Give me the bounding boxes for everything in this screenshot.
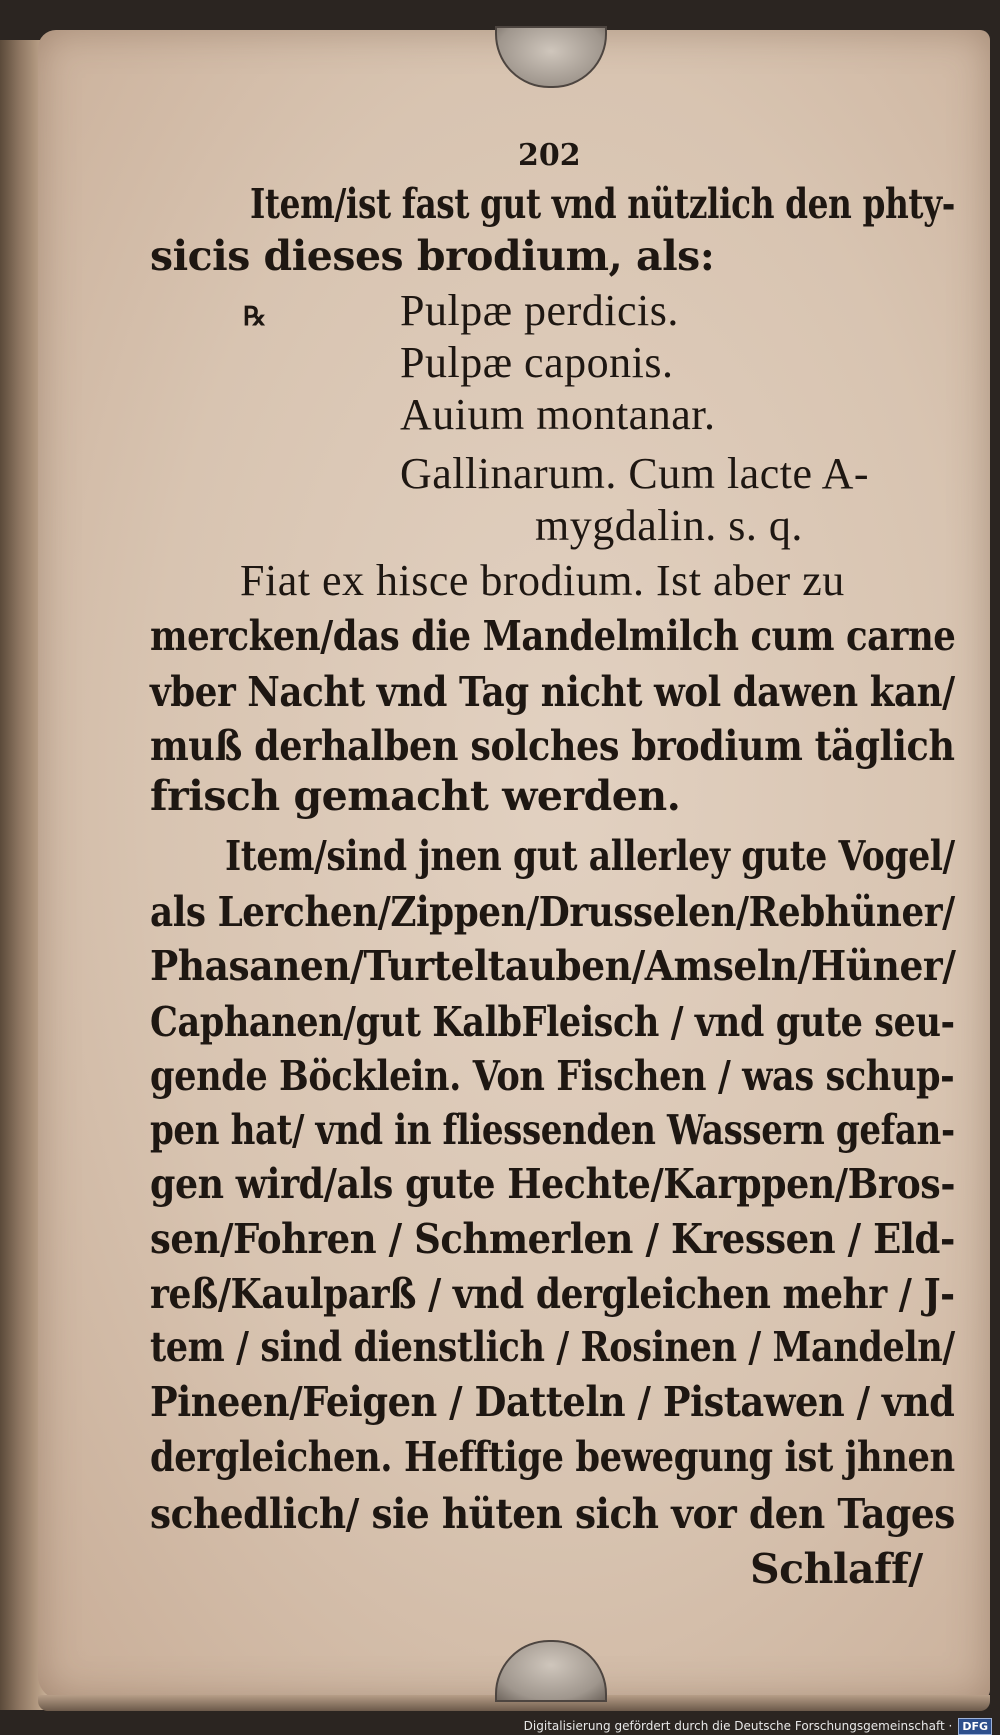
recipe-symbol: ℞ (243, 302, 266, 332)
text-line: frisch gemacht werden. (150, 772, 681, 820)
text-line: schedlich/ sie hüten sich vor den Tages (150, 1490, 955, 1538)
text-line: Caphanen/gut KalbFleisch / vnd gute seu- (150, 998, 955, 1046)
text-line: sen/Fohren / Schmerlen / Kressen / Eld- (150, 1215, 955, 1263)
catchword: Schlaff/ (750, 1545, 923, 1593)
text-line: Pulpæ caponis. (400, 338, 674, 387)
dfg-logo: DFG (958, 1718, 992, 1735)
text-line: sicis dieses brodium, als: (150, 232, 715, 280)
credit-text: Digitalisierung gefördert durch die Deutsche Forschungsgemeinschaft · (523, 1719, 953, 1733)
text-line: als Lerchen/Zippen/Drusselen/Rebhüner/ (150, 888, 955, 936)
text-line: Fiat ex hisce brodium. Ist aber zu (240, 556, 845, 605)
text-line: muß derhalben solches brodium täglich (150, 722, 955, 770)
text-line: tem / sind dienstlich / Rosinen / Mandeln/ (150, 1323, 955, 1371)
page-number: 202 (518, 138, 581, 173)
text-line: Phasanen/Turteltauben/Amseln/Hüner/ (150, 942, 956, 990)
text-line: mercken/das die Mandelmilch cum carne (150, 612, 956, 660)
text-line: mygdalin. s. q. (535, 501, 803, 550)
digitization-credit (524, 1717, 992, 1735)
text-line: Pulpæ perdicis. (400, 286, 679, 335)
text-line: Gallinarum. Cum lacte A- (400, 449, 869, 498)
text-line: Item/sind jnen gut allerley gute Vogel/ (225, 832, 955, 880)
text-line: vber Nacht vnd Tag nicht wol dawen kan/ (150, 668, 955, 716)
text-line: Pineen/Feigen / Datteln / Pistawen / vnd (150, 1378, 955, 1426)
text-line: Item/ist fast gut vnd nützlich den phty- (250, 180, 955, 228)
text-line: gende Böcklein. Von Fischen / was schup- (150, 1052, 955, 1100)
text-line: pen hat/ vnd in fliessenden Wassern gefan- (150, 1106, 955, 1154)
text-line: gen wird/als gute Hechte/Karppen/Bros- (150, 1160, 955, 1208)
text-line: reß/Kaulparß / vnd dergleichen mehr / J- (150, 1270, 955, 1318)
text-line: Auium montanar. (400, 390, 716, 439)
text-line: dergleichen. Hefftige bewegung ist jhnen (150, 1433, 955, 1481)
